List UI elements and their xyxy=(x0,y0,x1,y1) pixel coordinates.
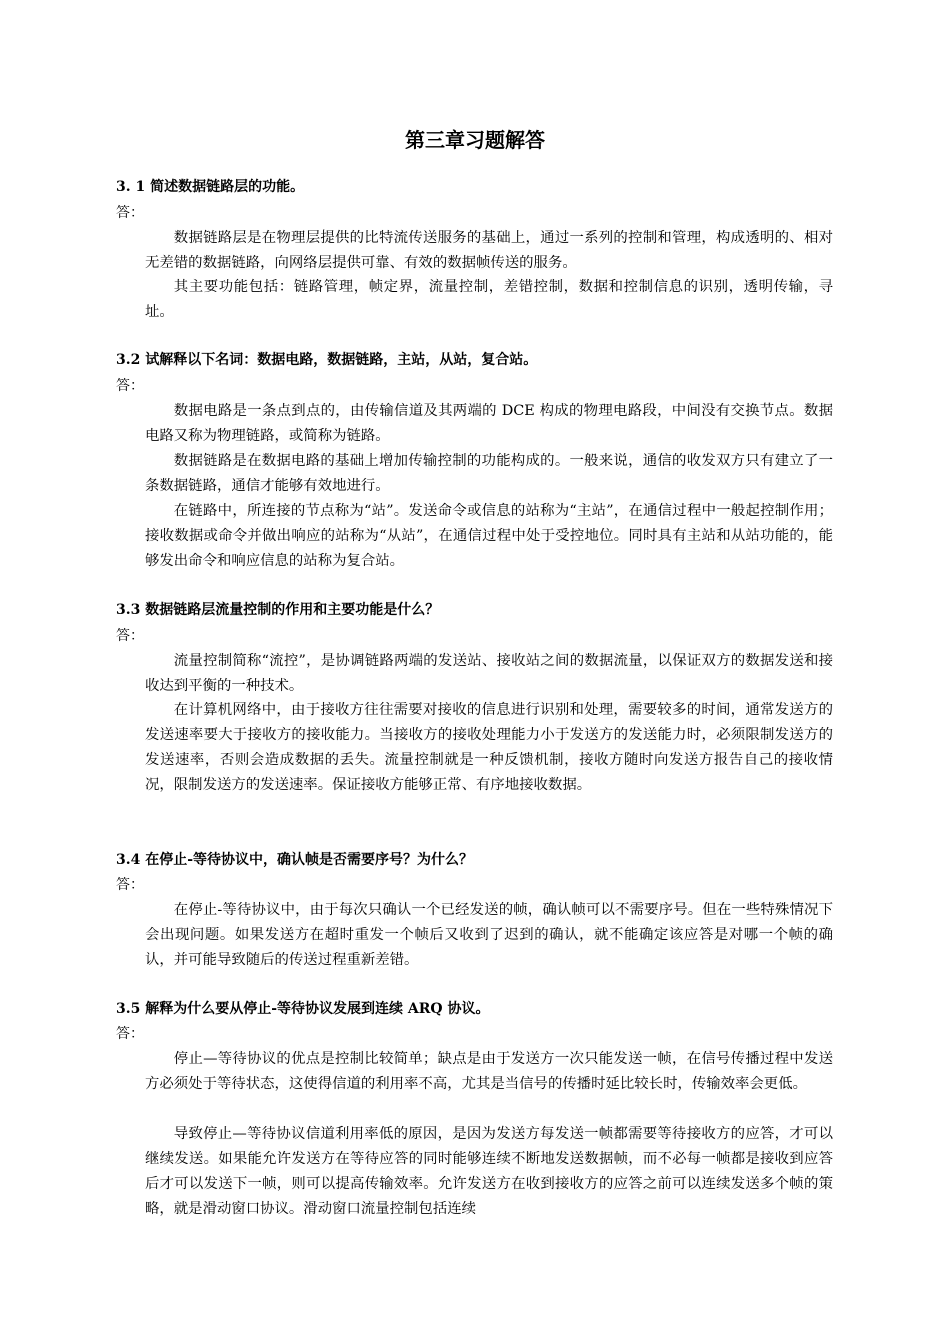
answer-paragraph: 导致停止—等待协议信道利用率低的原因，是因为发送方每发送一帧都需要等待接收方的应答，才可以继续发送。如果能允许发送方在等待应答的同时能够连续不断地发送数据帧，而不必每一帧都是接收到应答后才可以发送下一帧，则可以提高传输效率。允许发送方在收到接收方的应答之前可以连续发送多个帧的策略，就是滑动窗口协议。滑动窗口流量控制包括连续 xyxy=(145,1126,833,1217)
question-3-1: 3. 1 简述数据链路层的功能。 xyxy=(116,179,305,195)
answer-label: 答： xyxy=(116,877,144,893)
answer-paragraph: 流量控制简称“流控”，是协调链路两端的发送站、接收站之间的数据流量，以保证双方的数据发送和接收达到平衡的一种技术。 xyxy=(145,653,833,694)
question-3-4: 3.4 在停止-等待协议中，确认帧是否需要序号？为什么？ xyxy=(116,852,474,868)
answer-paragraph: 数据链路是在数据电路的基础上增加传输控制的功能构成的。一般来说，通信的收发双方只有建立了一条数据链路，通信才能够有效地进行。 xyxy=(145,453,833,494)
question-3-5: 3.5 解释为什么要从停止-等待协议发展到连续 ARQ 协议。 xyxy=(116,1001,490,1017)
answer-label: 答： xyxy=(116,628,144,644)
answer-paragraph: 停止—等待协议的优点是控制比较简单；缺点是由于发送方一次只能发送一帧，在信号传播过程中发送方必须处于等待状态，这使得信道的利用率不高，尤其是当信号的传播时延比较长时，传输效率会更低。 xyxy=(145,1051,833,1092)
answer-paragraph: 在链路中，所连接的节点称为“站”。发送命令或信息的站称为“主站”，在通信过程中一般起控制作用；接收数据或命令并做出响应的站称为“从站”，在通信过程中处于受控地位。同时具有主站和从站功能的，能够发出命令和响应信息的站称为复合站。 xyxy=(145,503,833,569)
answer-label: 答： xyxy=(116,205,144,221)
question-3-2: 3.2 试解释以下名词：数据电路，数据链路，主站，从站，复合站。 xyxy=(116,352,538,368)
answer-paragraph: 数据链路层是在物理层提供的比特流传送服务的基础上，通过一系列的控制和管理，构成透明的、相对无差错的数据链路，向网络层提供可靠、有效的数据帧传送的服务。 xyxy=(145,230,833,271)
answer-label: 答： xyxy=(116,1026,144,1042)
answer-paragraph: 其主要功能包括：链路管理，帧定界，流量控制，差错控制，数据和控制信息的识别，透明传输，寻址。 xyxy=(145,279,833,320)
page-title: 第三章习题解答 xyxy=(405,128,545,152)
question-3-3: 3.3 数据链路层流量控制的作用和主要功能是什么？ xyxy=(116,602,440,618)
answer-label: 答： xyxy=(116,378,144,394)
answer-paragraph: 在停止-等待协议中，由于每次只确认一个已经发送的帧，确认帧可以不需要序号。但在一些特殊情况下会出现问题。如果发送方在超时重发一个帧后又收到了迟到的确认，就不能确定该应答是对哪一个帧的确认，并可能导致随后的传送过程重新差错。 xyxy=(145,902,833,968)
answer-paragraph: 数据电路是一条点到点的，由传输信道及其两端的 DCE 构成的物理电路段，中间没有交换节点。数据电路又称为物理链路，或简称为链路。 xyxy=(145,403,833,444)
answer-paragraph: 在计算机网络中，由于接收方往往需要对接收的信息进行识别和处理，需要较多的时间，通常发送方的发送速率要大于接收方的接收能力。当接收方的接收处理能力小于发送方的发送能力时，必须限制发送方的发送速率，否则会造成数据的丢失。流量控制就是一种反馈机制，接收方随时向发送方报告自己的接收情况，限制发送方的发送速率。保证接收方能够正常、有序地接收数据。 xyxy=(145,702,833,793)
